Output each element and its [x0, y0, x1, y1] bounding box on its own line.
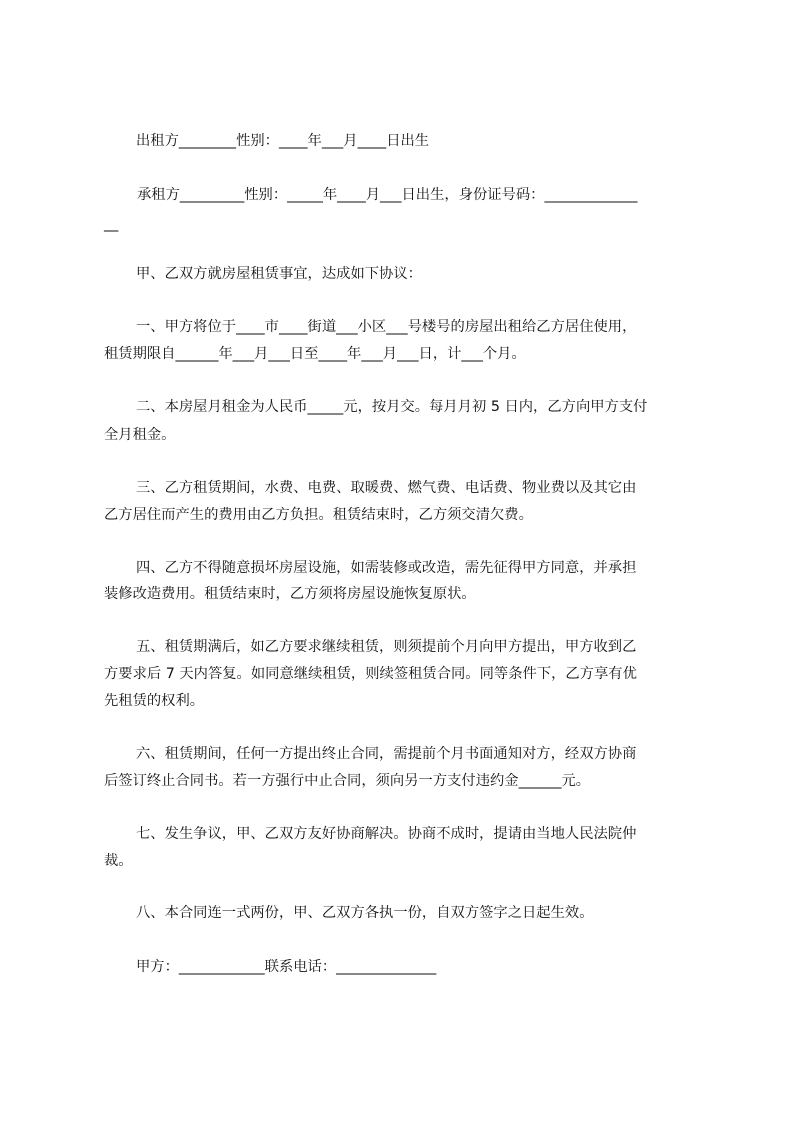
- clause-3-line-2: 乙方居住而产生的费用由乙方负担。租赁结束时，乙方须交清欠费。: [104, 507, 533, 523]
- clause-5-line-1: 五、租赁期满后，如乙方要求继续租赁，则须提前个月向甲方提出，甲方收到乙: [136, 639, 637, 655]
- clause-2-line-1: 二、本房屋月租金为人民币_____元，按月交。每月月初 5 日内，乙方向甲方支付: [136, 399, 648, 415]
- clause-8-line: 八、本合同连一式两份，甲、乙双方各执一份，自双方签字之日起生效。: [136, 905, 594, 921]
- lessee-id-continuation-line: __: [104, 216, 119, 232]
- clause-3-line-1: 三、乙方租赁期间，水费、电费、取暖费、燃气费、电话费、物业费以及其它由: [136, 480, 637, 496]
- clause-2-line-2: 全月租金。: [104, 427, 176, 443]
- clause-6-line-2: 后签订终止合同书。若一方强行中止合同，须向另一方支付违约金______元。: [104, 773, 591, 789]
- clause-4-line-1: 四、乙方不得随意损坏房屋设施，如需装修或改造，需先征得甲方同意，并承担: [136, 560, 637, 576]
- lessee-info-line: 承租方_________性别：_____年____月___日出生，身份证号码：_____________: [137, 187, 638, 203]
- clause-6-line-1: 六、租赁期间，任何一方提出终止合同，需提前个月书面通知对方，经双方协商: [136, 746, 637, 762]
- clause-1-line-1: 一、甲方将位于____市____街道___小区___号楼号的房屋出租给乙方居住使用，: [136, 319, 637, 335]
- lessor-info-line: 出租方________性别：____年___月____日出生: [136, 133, 430, 149]
- clause-5-line-3: 先租赁的权利。: [104, 693, 205, 709]
- clause-1-line-2: 租赁期限自______年___月___日至____年___月___日，计___个月。: [104, 346, 526, 362]
- signature-contact-line: 甲方：____________联系电话：______________: [136, 959, 437, 975]
- agreement-intro-line: 甲、乙双方就房屋租赁事宜，达成如下协议：: [136, 266, 422, 282]
- clause-7-line-2: 裁。: [104, 853, 133, 869]
- clause-4-line-2: 装修改造费用。租赁结束时，乙方须将房屋设施恢复原状。: [104, 586, 476, 602]
- clause-7-line-1: 七、发生争议，甲、乙双方友好协商解决。协商不成时，提请由当地人民法院仲: [136, 826, 637, 842]
- clause-5-line-2: 方要求后 7 天内答复。如同意继续租赁，则续签租赁合同。同等条件下，乙方享有优: [104, 666, 637, 682]
